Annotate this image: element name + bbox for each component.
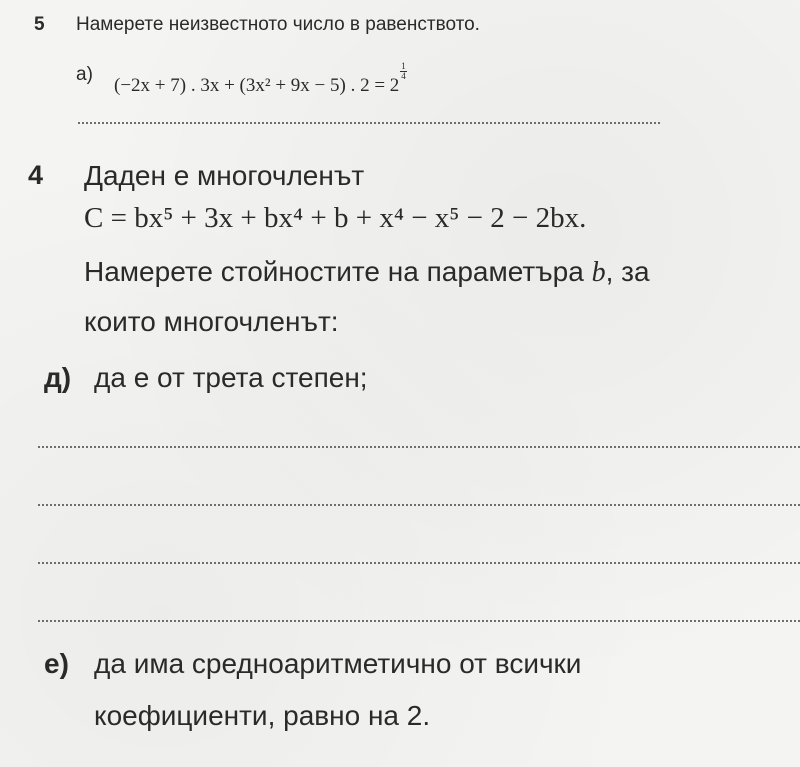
- part-e-text-line-2: коефициенти, равно на 2.: [94, 700, 431, 731]
- exponent-numerator: 1: [401, 61, 406, 71]
- part-d-label: д): [44, 362, 72, 393]
- problem-5a-equation-left: (−2x + 7) . 3x + (3x² + 9x − 5) . 2 = 2: [114, 75, 400, 96]
- problem-4-question-line-1: [84, 256, 650, 289]
- parameter-b: b: [591, 257, 606, 288]
- problem-5a-equation: [114, 62, 407, 97]
- problem-5a-label: а): [76, 64, 93, 85]
- part-e-text-line-1: да има средноаритметично от всички: [94, 648, 582, 679]
- problem-5-instruction: Намерете неизвестното число в равенството.: [76, 14, 480, 35]
- answer-line-5a[interactable]: [78, 122, 660, 124]
- answer-line-d-2[interactable]: [38, 504, 800, 506]
- problem-4-polynomial: C = bx⁵ + 3x + bx⁴ + b + x⁴ − x⁵ − 2 − 2bx.: [84, 202, 587, 234]
- answer-line-d-4[interactable]: [38, 620, 800, 622]
- exponent-fraction: [400, 62, 407, 81]
- part-e-label: е): [44, 648, 69, 679]
- answer-line-d-3[interactable]: [38, 562, 800, 564]
- problem-4-number: 4: [28, 160, 44, 190]
- problem-4-intro: Даден е многочленът: [84, 160, 365, 191]
- question-text-end: , за: [605, 256, 650, 287]
- problem-4-question-line-2: които многочленът:: [84, 306, 339, 337]
- problem-5-number: 5: [34, 14, 45, 35]
- question-text: Намерете стойностите на параметъра: [84, 256, 584, 287]
- exponent-denominator: 4: [401, 71, 406, 81]
- answer-line-d-1[interactable]: [38, 446, 800, 448]
- part-d-text: да е от трета степен;: [94, 362, 368, 393]
